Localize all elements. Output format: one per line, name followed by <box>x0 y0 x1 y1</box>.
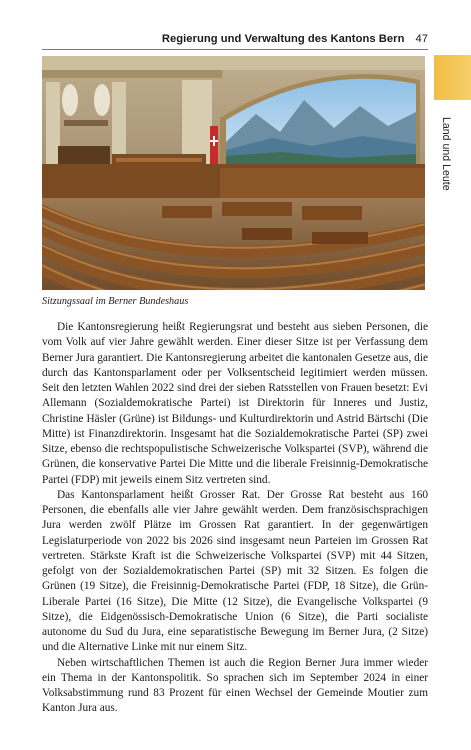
photo-caption: Sitzungssaal im Berner Bundeshaus <box>42 296 189 307</box>
running-header <box>42 33 428 45</box>
parliament-hall-photo <box>42 56 425 290</box>
paragraph: Das Kantonsparlament heißt Grosser Rat. Der Grosse Rat besteht aus 160 Personen, die ebenfalls alle vier Jahre gewählt werden. Dem französischsprachigen Jura werden zwölf Plätze im Grossen Rat garantiert. In der gegenwärtigen Legislaturperiode von 2022 bis 2026 sind insgesamt neun Parteien im Grossen Rat vertreten. Stärkste Kraft ist die Schweizerische Volkspartei (SVP) mit 44 Sitzen, gefolgt von der Sozialdemokratischen Partei (SP) mit 32 Sitzen. Es folgen die Grünen (19 Sitze), die Freisinnig-Demokratische Partei (FDP, 18 Sitze), die Grün-Liberale Partei (16 Sitze), Die Mitte (12 Sitze), die Evangelische Volkspartei (9 Sitze), die Eidgenössisch-Demokratische Union (6 Sitze), die Parti socialiste autonome du Sud du Jura, eine separatistische Bewegung im Berner Jura, (2 Sitze) und die Alternative Linke mit nur einem Sitz. <box>42 488 428 654</box>
chapter-title: Regierung und Verwaltung des Kantons Bern <box>161 33 405 45</box>
header-rule <box>42 49 428 50</box>
paragraph: Neben wirtschaftlichen Themen ist auch die Region Berner Jura immer wieder ein Thema in der Kantonspolitik. So sprachen sich im September 2024 in einer Volksabstimmung rund 83 Prozent für einen Wechsel der Gemeinde Moutier zum Kanton Jura aus. <box>42 656 428 715</box>
page-number: 47 <box>415 33 428 45</box>
section-label: Land und Leute <box>440 117 452 191</box>
body-text <box>42 320 428 717</box>
section-tab <box>434 55 471 100</box>
paragraph: Die Kantonsregierung heißt Regierungsrat und besteht aus sieben Personen, die vom Volk auf vier Jahre gewählt werden. Einer dieser Sitze ist per Verfassung dem Berner Jura garantiert. Die Kantonsregierung arbeitet die kantonalen Gesetze aus, die durch das Kantonsparlament oder per Volksentscheid legitimiert werden müssen. Seit den letzten Wahlen 2022 sind drei der sieben Ratsstellen von Frauen besetzt: Evi Allemann (Sozialdemokratische Partei) ist Direktorin für Inneres und Justiz, Christine Häsler (Grüne) ist Bildungs- und Kulturdirektorin und Astrid Bärtschi (Die Mitte) ist Finanzdirektorin. Insgesamt hat die Sozialdemokratische Partei (SP) zwei Sitze, ebenso die rechtspopulistische Schweizerische Volkspartei (SVP), während die Grünen, die konservative Partei Die Mitte und die liberale Freisinnig-Demokratische Partei (FDP) mit jeweils einem Sitz vertreten sind. <box>42 321 428 486</box>
